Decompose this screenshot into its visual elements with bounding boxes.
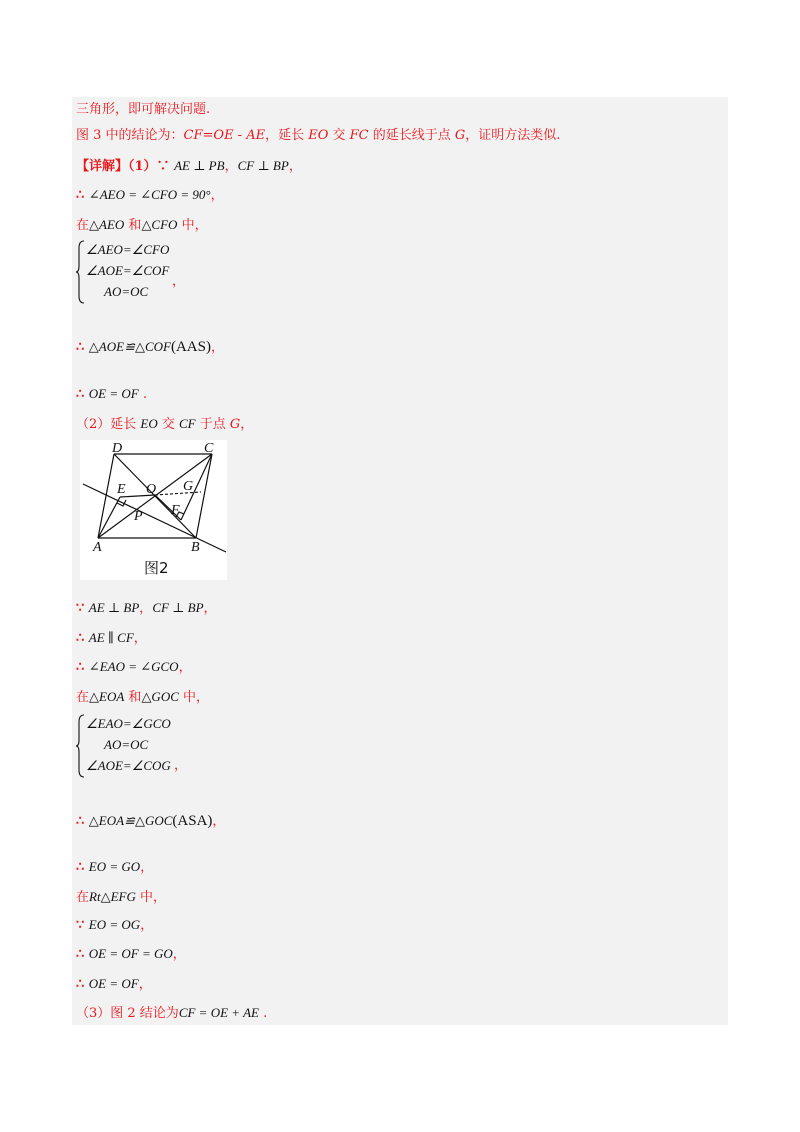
therefore-symbol: ∴ xyxy=(76,387,89,402)
math-expression: ∠EAO = ∠GCO xyxy=(88,659,179,674)
system-row: ∠AOE=∠COF xyxy=(86,263,170,278)
figure-drawing xyxy=(80,440,227,580)
point-label-o: O xyxy=(146,482,157,497)
text-line-3 xyxy=(76,157,302,176)
system-row: AO=OC xyxy=(104,737,149,752)
text-segment: ，证明方法类似. xyxy=(465,128,561,143)
detail-heading: 【详解】（1）∵ xyxy=(76,159,175,174)
math-expression: (ASA) xyxy=(172,813,213,829)
math-expression: AE ⊥ BP xyxy=(88,600,140,615)
math-expression: OE = OF xyxy=(88,976,139,991)
math-expression: △AEO xyxy=(89,217,125,232)
point-label-a: A xyxy=(93,540,102,555)
text-segment: ， xyxy=(240,417,254,432)
math-expression: CF ⊥ BP xyxy=(152,600,204,615)
text-segment: ， xyxy=(139,601,153,616)
text-segment: （2）延长 xyxy=(76,417,141,432)
text-segment: 中， xyxy=(135,890,166,905)
text-line-14 xyxy=(76,658,192,677)
therefore-symbol: ∴ xyxy=(76,814,89,829)
therefore-symbol: ∴ xyxy=(76,631,89,646)
text-line-13 xyxy=(76,629,147,648)
text-segment: （3）图 2 结论为 xyxy=(76,1006,179,1021)
math-expression: CF = OE + AE xyxy=(178,1005,259,1020)
text-segment: 在 xyxy=(76,890,90,905)
therefore-symbol: ∴ xyxy=(76,860,89,875)
therefore-symbol: ∴ xyxy=(76,188,89,203)
text-segment: . xyxy=(138,387,147,402)
therefore-symbol: ∴ xyxy=(76,947,89,962)
because-symbol: ∵ xyxy=(76,918,89,933)
left-brace-icon xyxy=(76,240,86,304)
math-variable: G xyxy=(229,417,241,432)
math-variable: FC xyxy=(349,128,369,143)
therefore-symbol: ∴ xyxy=(76,340,89,355)
text-segment: ， xyxy=(138,977,152,992)
text-segment: ， xyxy=(210,340,224,355)
text-line-5 xyxy=(76,216,208,235)
text-segment: 在 xyxy=(76,690,90,705)
text-segment: ， xyxy=(203,601,217,616)
system-row: ∠AOE=∠COG xyxy=(86,758,171,773)
point-label-e: E xyxy=(117,482,126,497)
math-expression: CF=OE - AE xyxy=(183,128,266,143)
text-line-9 xyxy=(76,338,224,357)
equation-system-1 xyxy=(76,240,206,306)
math-expression: ∠AEO = ∠CFO = 90° xyxy=(88,187,211,202)
text-segment: 交 xyxy=(157,417,180,432)
equation-system-2 xyxy=(76,714,206,780)
text-segment: ， xyxy=(133,631,147,646)
system-row: ∠EAO=∠GCO xyxy=(86,716,171,731)
therefore-symbol: ∴ xyxy=(76,660,89,675)
text-line-11 xyxy=(76,415,253,434)
text-segment: 和 xyxy=(124,690,142,705)
point-label-f: F xyxy=(171,503,180,518)
text-line-21 xyxy=(76,888,166,907)
comma: ， xyxy=(174,758,188,773)
math-expression: OE = OF xyxy=(88,386,139,401)
text-segment: . xyxy=(258,1006,268,1021)
point-label-g: G xyxy=(183,479,194,494)
text-segment: 三角形，即可解决问题. xyxy=(76,102,211,117)
text-line-1 xyxy=(76,101,210,119)
because-symbol: ∵ xyxy=(76,601,89,616)
left-brace-icon xyxy=(76,714,86,778)
text-segment: 的延长线于点 xyxy=(368,128,455,143)
system-row: ∠AEO=∠CFO xyxy=(86,242,170,257)
math-expression: AE ∥ CF xyxy=(88,630,134,645)
math-expression: AE ⊥ PB xyxy=(174,158,225,173)
point-label-d: D xyxy=(112,441,123,456)
text-line-4 xyxy=(76,186,224,205)
math-expression: EO = GO xyxy=(88,859,141,874)
text-segment: ，延长 xyxy=(265,128,309,143)
point-label-c: C xyxy=(204,441,214,456)
system-row: AO=OC xyxy=(104,284,149,299)
comma: ， xyxy=(172,274,186,289)
text-segment: 和 xyxy=(124,218,142,233)
text-segment: ， xyxy=(178,660,192,675)
text-segment: ， xyxy=(140,860,154,875)
math-variable: G xyxy=(454,128,466,143)
math-expression: △EOA≌△GOC xyxy=(88,813,173,828)
text-segment: 在 xyxy=(76,218,90,233)
text-line-2 xyxy=(76,127,560,145)
math-expression: (AAS) xyxy=(170,339,211,355)
math-expression: EO = OG xyxy=(88,917,141,932)
math-variable: EO xyxy=(140,416,158,431)
figure-caption: 图2 xyxy=(144,559,169,577)
text-line-19 xyxy=(76,812,225,831)
point-label-p: P xyxy=(134,509,143,524)
math-expression: CF ⊥ BP xyxy=(237,158,289,173)
text-segment: ， xyxy=(212,814,226,829)
text-line-24 xyxy=(76,975,152,994)
text-segment: ， xyxy=(140,918,154,933)
text-line-22 xyxy=(76,916,153,935)
text-line-23 xyxy=(76,945,186,964)
math-expression: △AOE≌△COF xyxy=(88,339,171,354)
text-segment: 中， xyxy=(178,690,210,705)
text-segment: 于点 xyxy=(195,417,230,432)
text-segment: ， xyxy=(288,159,302,174)
math-expression: △EOA xyxy=(89,689,125,704)
math-expression: △CFO xyxy=(141,217,178,232)
text-line-25 xyxy=(76,1004,267,1023)
text-segment: 中， xyxy=(177,218,208,233)
point-label-b: B xyxy=(191,540,200,555)
math-expression: OE = OF = GO xyxy=(88,946,173,961)
text-line-12 xyxy=(76,599,217,618)
math-variable: CF xyxy=(179,416,196,431)
text-line-10 xyxy=(76,385,147,404)
text-segment: ， xyxy=(210,188,224,203)
text-segment: 图 3 中的结论为： xyxy=(76,128,184,143)
text-line-20 xyxy=(76,858,153,877)
math-expression: Rt△EFG xyxy=(89,889,136,904)
math-variable: EO xyxy=(308,128,329,143)
text-segment: ， xyxy=(172,947,186,962)
text-segment: 交 xyxy=(328,128,350,143)
geometry-figure xyxy=(80,440,227,580)
text-line-15 xyxy=(76,688,209,707)
therefore-symbol: ∴ xyxy=(76,977,89,992)
math-expression: △GOC xyxy=(141,689,179,704)
text-segment: ， xyxy=(224,159,238,174)
